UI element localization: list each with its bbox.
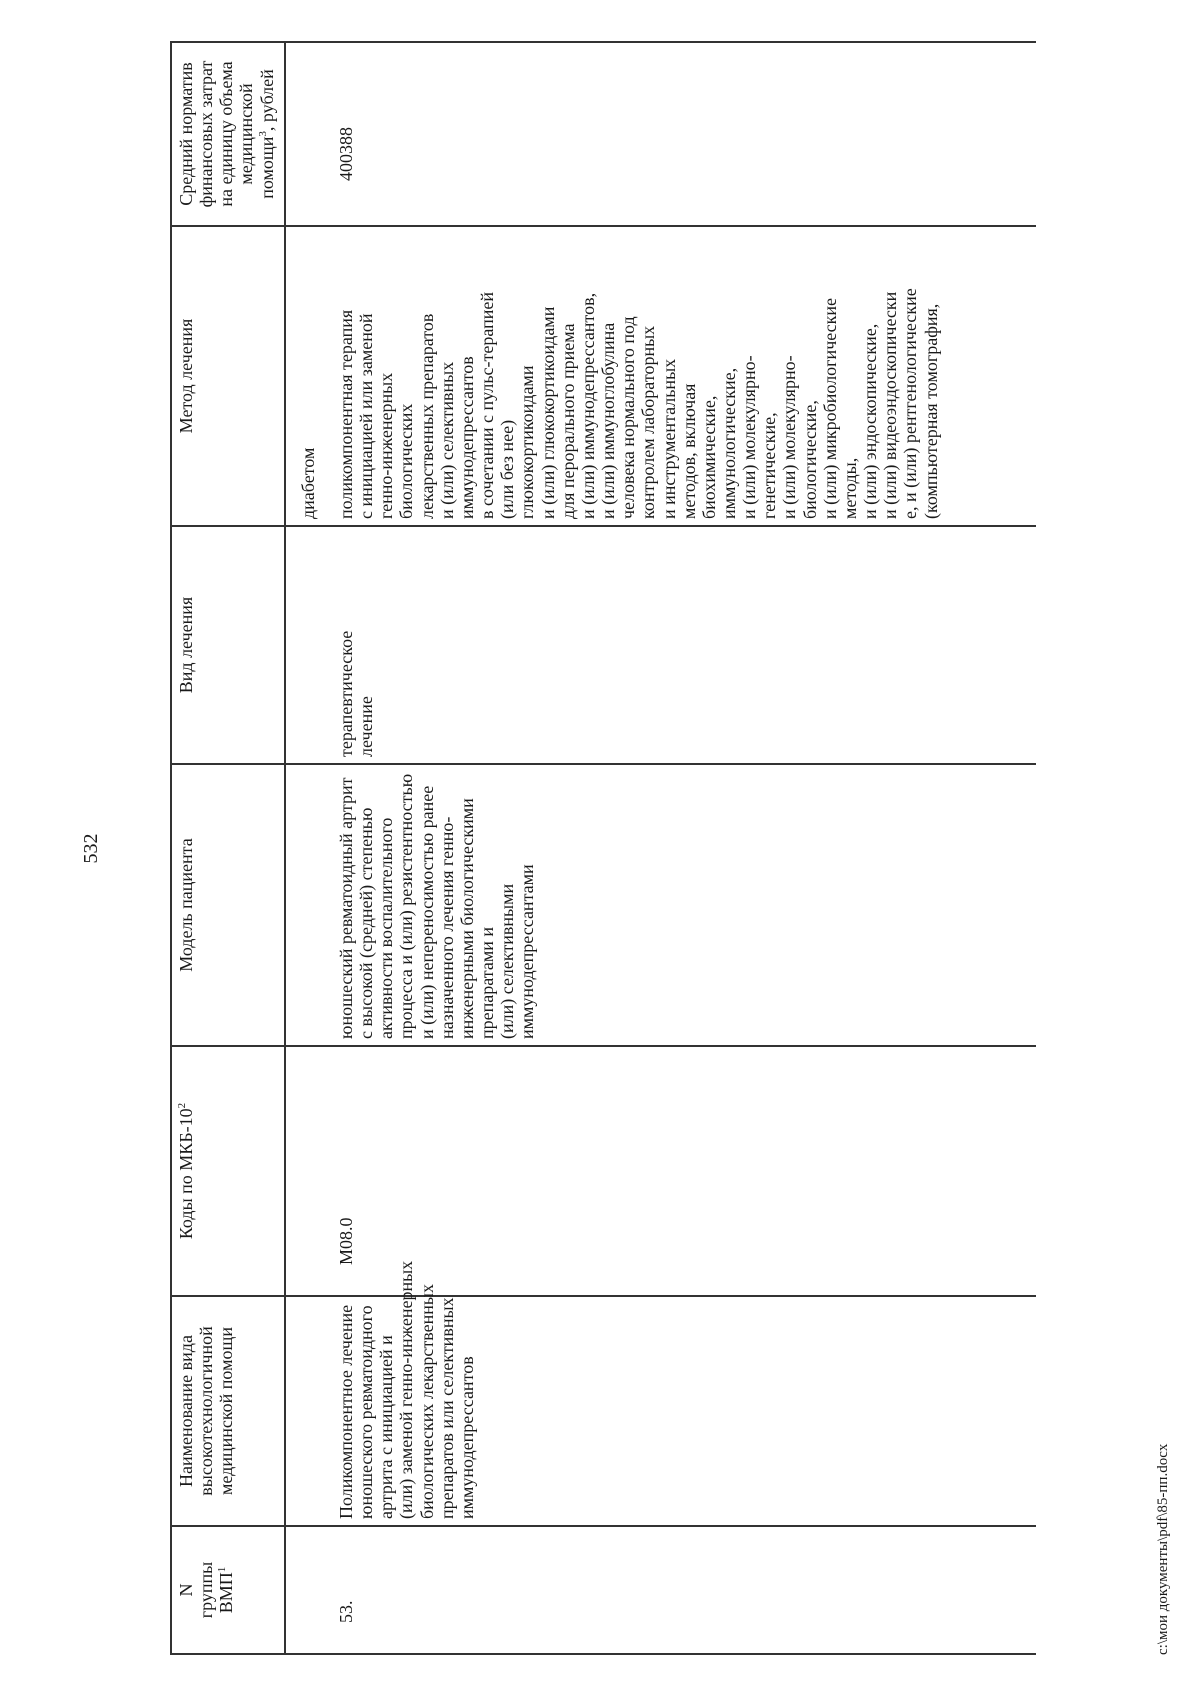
continued-cell-treatment xyxy=(285,526,334,764)
header-model: Модель пациента xyxy=(171,764,285,1046)
table-header-row xyxy=(171,42,285,1654)
header-name: Наименование вида высокотехнологичной медицинской помощи xyxy=(171,1296,285,1526)
footnote-2-marker: 2 xyxy=(176,1102,188,1109)
cell-model: юношеский ревматоидный артрит с высокой (средней) степенью активности воспалительного процесса и (или) резистентностью и (или) непереносимостью ранее назначенного лечения генно- инженерными биологическими препаратами и (или) селективными иммунодепрессантами xyxy=(334,764,1036,1046)
table-row xyxy=(334,42,1036,1654)
footnote-1-marker: 1 xyxy=(216,1566,229,1573)
header-group-no: N группы ВМП$^1$ xyxy=(171,1526,285,1654)
header-treatment-type: Вид лечения xyxy=(171,526,285,764)
continued-cell-model xyxy=(285,764,334,1046)
cell-group-no: 53. xyxy=(334,1526,1036,1654)
header-cost: Средний норматив финансовых затрат на единицу объема медицинской помощи$^3$, рублей xyxy=(171,42,285,226)
treatment-table xyxy=(170,41,1036,1655)
header-method: Метод лечения xyxy=(171,226,285,526)
cell-name: Поликомпонентное лечение юношеского ревматоидного артрита с инициацией и (или) заменой генно-инженерных биологических лекарственных препаратов или селективных иммунодепрессантов xyxy=(334,1296,1036,1526)
footer-file-path: c:\мои документы\pdf\85-пп.docx xyxy=(1155,1443,1171,1655)
page-number: 532 xyxy=(80,833,102,864)
footnote-3-marker: 3 xyxy=(256,131,269,137)
cell-codes: M08.0 xyxy=(334,1046,1036,1296)
cell-method: поликомпонентная терапия с инициацией или заменой генно-инженерных биологических лекарственных препаратов и (или) селективных иммунодепрессантов в сочетании с пульс-терапией (или без нее) глюкокортикоидами и (или) глюкокортикоидами для перорального приема и (или) иммунодепрессантов, и (или) иммуноглобулина человека нормального под контролем лабораторных и инструментальных методов, включая биохимические, иммунологические, и (или) молекулярно- генетические, и (или) молекулярно- биологические, и (или) микробиологические методы, и (или) эндоскопические, и (или) видеоэндоскопически е, и (или) рентгенологические (компьютерная томография, xyxy=(334,226,1036,526)
continued-cell-group xyxy=(285,1526,334,1654)
continued-cell-name xyxy=(285,1296,334,1526)
continued-cell-cost xyxy=(285,42,334,226)
continued-cell-method: диабетом xyxy=(285,226,334,526)
cell-treatment-type: терапевтическое лечение xyxy=(334,526,1036,764)
header-codes: Коды по МКБ-$10^2$ xyxy=(171,1046,285,1296)
cell-cost: 400388 xyxy=(334,42,1036,226)
continued-cell-codes xyxy=(285,1046,334,1296)
continued-row xyxy=(285,42,334,1654)
